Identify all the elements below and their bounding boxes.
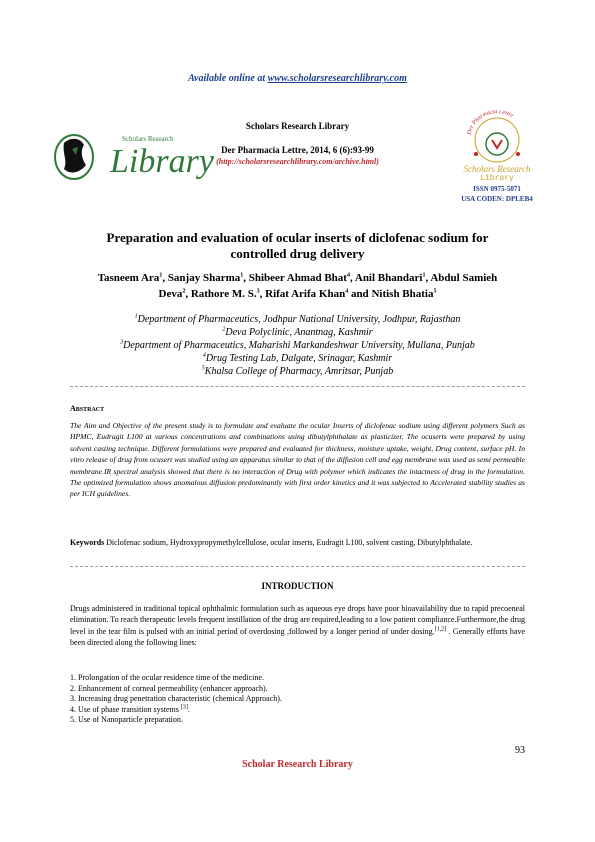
introduction-list-item [70, 673, 525, 684]
journal-citation: Der Pharmacia Lettre, 2014, 6 (6):93-99 [221, 145, 374, 155]
affiliation-item [0, 365, 595, 378]
divider-top [70, 386, 525, 387]
author-separator: , [259, 288, 266, 300]
affiliation-item [0, 313, 595, 326]
authors-line-1 [0, 270, 595, 286]
keywords-block [70, 537, 525, 548]
list-item-text: 4. Use of phase transition systems [70, 704, 181, 714]
paper-title-line-1: Preparation and evaluation of ocular inserts of diclofenac sodium for [106, 230, 489, 245]
authors-block [0, 270, 595, 302]
list-item-text: 5. Use of Nanoparticle preparation. [70, 715, 183, 725]
list-item-tail: . [187, 704, 190, 714]
list-item-text: 2. Enhancement of corneal permeability (enhancer approach). [70, 683, 268, 693]
affiliation-text: Department of Pharmaceutics, Jodhpur National University, Jodhpur, Rajasthan [137, 314, 461, 325]
affiliation-text: Department of Pharmaceutics, Maharishi Markandeshwar University, Mullana, Punjab [123, 340, 475, 351]
footer-publisher-text: Scholar Research Library [242, 759, 353, 770]
left-logo-big-text: Library [110, 143, 214, 180]
author-name: Abdul Samieh [430, 272, 498, 284]
affiliation-marker: 3 [120, 339, 124, 346]
affiliations-list [0, 313, 595, 378]
author-affiliation-marker: 1 [159, 272, 163, 279]
abstract-heading: Abstract [70, 404, 105, 413]
author-name: Rathore M. S. [190, 288, 257, 300]
author-separator: and [348, 288, 372, 300]
introduction-list-item [70, 694, 525, 705]
footer-publisher [0, 759, 595, 770]
author-separator: , [349, 272, 355, 284]
affiliation-text: Khalsa College of Pharmacy, Amritsar, Punjab [204, 366, 394, 377]
introduction-paragraph [70, 603, 525, 649]
author-separator: , [185, 288, 191, 300]
publisher-name: Scholars Research Library [245, 121, 350, 131]
paper-title-line-2: controlled drug delivery [230, 246, 365, 261]
page-number: 93 [515, 745, 525, 756]
available-online-link[interactable]: www.scholarsresearchlibrary.com [267, 73, 407, 84]
introduction-list-item [70, 705, 525, 716]
introduction-heading: INTRODUCTION [261, 581, 334, 591]
der-pharmacia-lettre-logo [452, 110, 542, 210]
author-name: Nitish Bhatia [371, 288, 434, 300]
introduction-list-item [70, 684, 525, 695]
divider-bottom [70, 566, 525, 567]
author-affiliation-marker: 2 [182, 288, 186, 295]
author-separator: , [425, 272, 431, 284]
affiliation-marker: 1 [134, 313, 138, 320]
available-online-prefix: Available online at [188, 73, 266, 84]
introduction-list [70, 673, 525, 726]
author-name: Anil Bhandari [354, 272, 423, 284]
introduction-list-item [70, 715, 525, 726]
author-name: Tasneem Ara [97, 272, 160, 284]
author-name: Deva [158, 288, 183, 300]
author-name: Shibeer Ahmad Bhat [248, 272, 347, 284]
affiliation-item [0, 326, 595, 339]
right-logo-subtitle: Library [480, 174, 514, 183]
author-affiliation-marker: 4 [345, 288, 349, 295]
left-logo-small-text: Scholars Research [122, 135, 174, 143]
affiliation-item [0, 352, 595, 365]
list-item-citation: [3] [180, 704, 188, 711]
list-item-text: 3. Increasing drug penetration characteristic (chemical Approach). [70, 694, 282, 704]
author-name: Sanjay Sharma [167, 272, 241, 284]
author-separator: , [162, 272, 168, 284]
affiliation-marker: 2 [222, 326, 226, 333]
author-affiliation-marker: 3 [256, 288, 260, 295]
journal-seal-icon [452, 110, 542, 166]
affiliation-item [0, 339, 595, 352]
affiliation-text: Drug Testing Lab, Dalgate, Srinagar, Kashmir [205, 353, 393, 364]
paper-title [0, 230, 595, 262]
author-affiliation-marker: 1 [422, 272, 426, 279]
author-separator: , [243, 272, 249, 284]
svg-text:Der Pharmacia Lettre: Der Pharmacia Lettre [466, 110, 515, 136]
affiliation-text: Deva Polyclinic, Anantnag, Kashmir [225, 327, 373, 338]
list-item-text: 1. Prolongation of the ocular residence time of the medicine. [70, 673, 264, 682]
intro-text-tail: . Generally efforts have been directed along the following lines: [70, 626, 525, 648]
intro-text-main: Drugs administered in traditional topical ophthalmic formulation such as aqueous eye drops have poor bioavailability due to rapid precoeneal elimination. To reach therapeutic levels frequent instillation of the drug are required,leading to a low patient compliance.Furthermore,the drug level in the tear film is pulsed with an initial period of overdosing ,followed by a longer period of under dosing. [70, 604, 525, 636]
keywords-label: Keywords [70, 538, 105, 547]
available-online-line [0, 73, 595, 84]
author-name: Rifat Arifa Khan [265, 288, 346, 300]
coden-label: USA CODEN: DPLEB4 [461, 195, 533, 203]
abstract-text: The Aim and Objective of the present study is to formulate and evaluate the ocular Inserts of diclofenac sodium using different polymers Such as HPMC, Eudragit L100 at various concentrations and combinations using dibutylphthalate as plasticizer. The ocuserts were prepared by using solvent casting technique. Different formulations were prepared and evaluated for thickness, moisture uptake, weight, Drug content, surface pH. In vitro release of drug from ocusert was studied using an apparatus similar to that of the diffusion cell and egg membrane was used as semi permeable membrane.IR spectral analysis showed that there is no interaction of Drug with polymer which indicates the intactness of drug in the formulation. The optimized formulation shows anomalous diffusion predominantly with first order kinetics and it was subjected to Accelerated stability studies as per ICH guidelines. [70, 421, 525, 499]
affiliation-marker: 4 [202, 352, 206, 359]
author-affiliation-marker: 1 [240, 272, 244, 279]
author-affiliation-marker: 5 [433, 288, 437, 295]
authors-line-2 [0, 286, 595, 302]
keywords-text: Diclofenac sodium, Hydroxypropymethylcellulose, ocular inserts, Eudragit L100, solvent casting, Dibutylphthalate. [106, 538, 473, 547]
intro-citation: [1,2] [434, 626, 447, 633]
issn-label: ISSN 0975-5071 [473, 185, 521, 193]
affiliation-marker: 5 [201, 365, 205, 372]
journal-archive-link[interactable]: (http://scholarsresearchlibrary.com/archive.html) [216, 157, 379, 166]
author-affiliation-marker: 4 [346, 272, 350, 279]
right-logo-title: Scholars Research [463, 164, 531, 174]
